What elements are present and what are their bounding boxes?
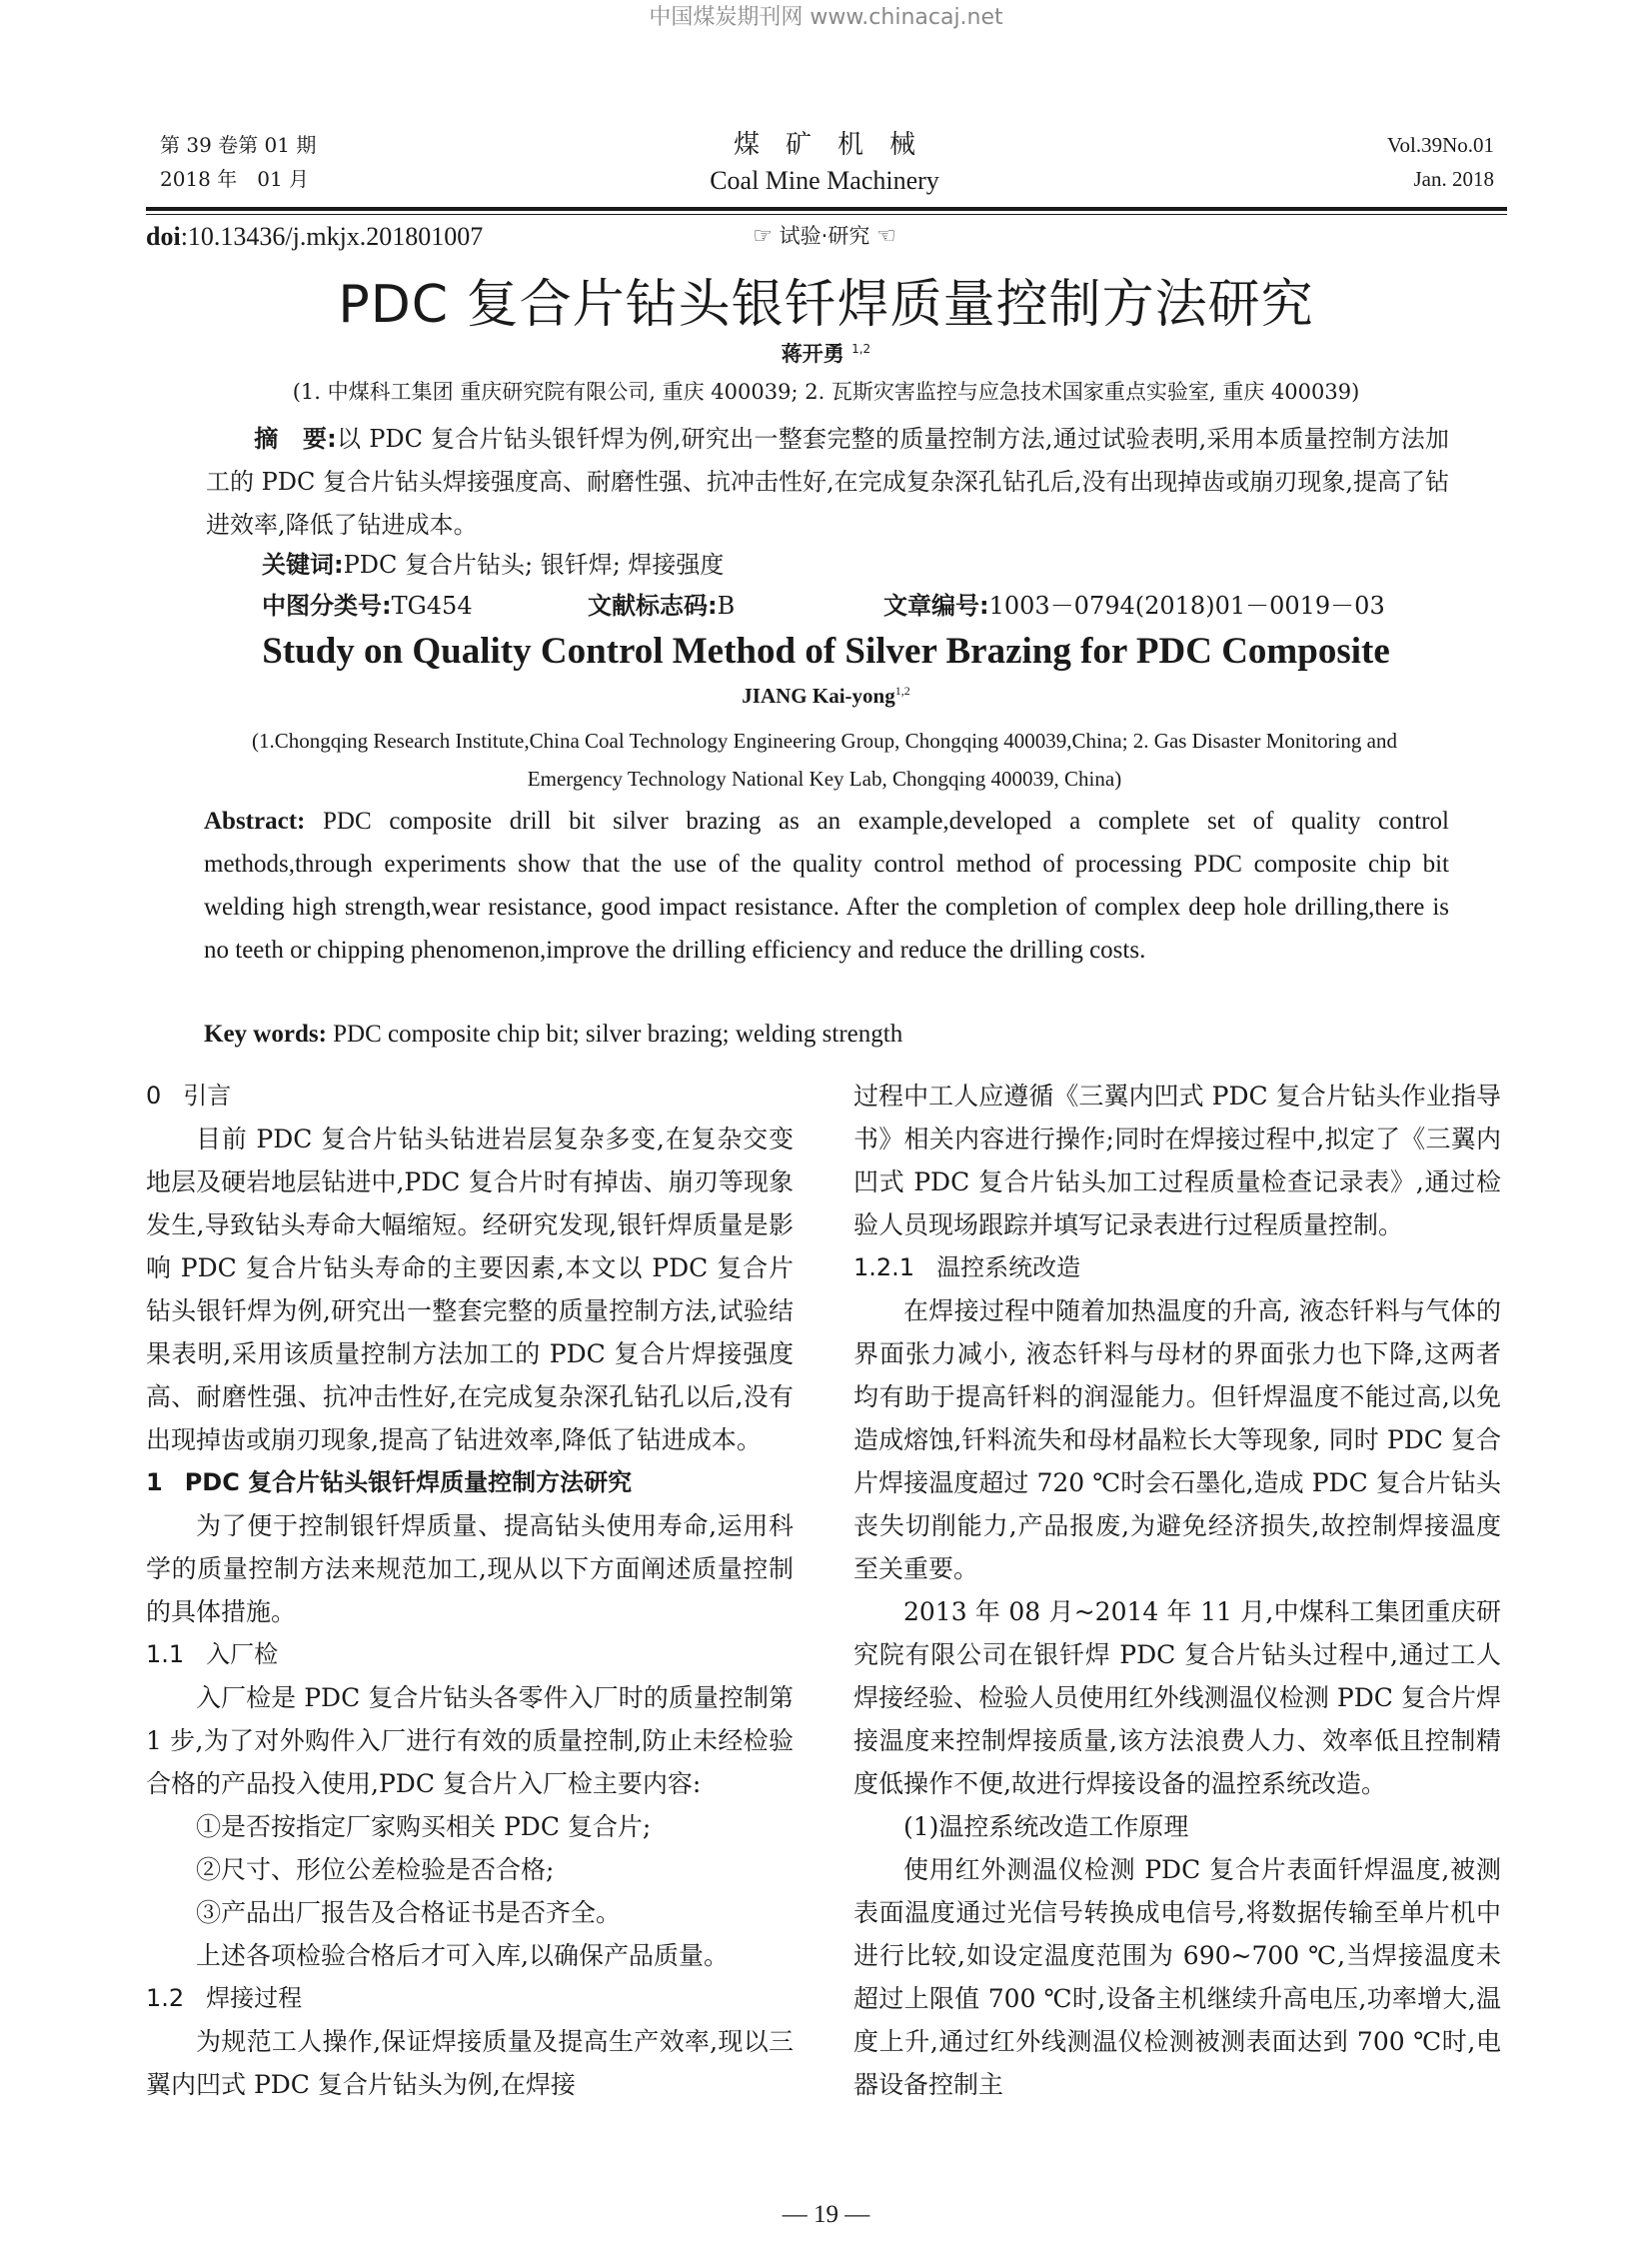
paragraph: 2013 年 08 月~2014 年 11 月,中煤科工集团重庆研究院有限公司在银钎焊 PDC 复合片钻头过程中,通过工人焊接经验、检验人员使用红外线测温仪检测 PDC 复合片焊接温度来控制焊接质量,该方法浪费人力、效率低且控制精度低操作不便,故进行焊接设备的温控系统改造。	[853, 1597, 1501, 1798]
volume-cn: 第 39 卷第 01 期	[160, 133, 317, 157]
classification	[262, 586, 1461, 626]
header-left	[160, 128, 316, 196]
author-cn-sup: 1,2	[851, 342, 871, 356]
paragraph: 使用红外测温仪检测 PDC 复合片表面钎焊温度,被测表面温度通过光信号转换成电信号,将数据传输至单片机中进行比较,如设定温度范围为 690~700 ℃,当焊接温度未超过上限值 700 ℃时,设备主机继续升高电压,功率增大,温度上升,通过红外线测温仪检测被测表面达到 700 ℃时,电器设备控制主	[853, 1855, 1501, 2099]
section-tag	[700, 220, 949, 250]
paragraph: 上述各项检验合格后才可入库,以确保产品质量。	[196, 1941, 729, 1970]
doi[interactable]	[146, 222, 483, 252]
doc-code-label: 文献标志码:	[588, 592, 718, 620]
abstract-cn-text: 以 PDC 复合片钻头银钎焊为例,研究出一整套完整的质量控制方法,通过试验表明,采用本质量控制方法加工的 PDC 复合片钻头焊接强度高、耐磨性强、抗冲击性好,在完成复杂深孔钻孔后,没有出现掉齿或崩刃现象,提高了钻进效率,降低了钻进成本。	[206, 425, 1449, 539]
page-number: — 19 —	[782, 2201, 870, 2228]
keywords-cn-label: 关键词:	[262, 551, 344, 579]
paragraph: 入厂检是 PDC 复合片钻头各零件入厂时的质量控制第 1 步,为了对外购件入厂进行有效的质量控制,防止未经检验合格的产品投入使用,PDC 复合片入厂检主要内容:	[146, 1683, 794, 1798]
section-heading-1-2-1	[853, 1246, 1501, 1289]
author-en-sup: 1,2	[894, 684, 910, 698]
header-rule-thick	[146, 207, 1507, 211]
abstract-cn-label: 摘 要:	[254, 425, 337, 453]
section-heading-1-1	[146, 1633, 794, 1676]
journal-name-en: Coal Mine Machinery	[710, 166, 939, 195]
volume-en: Vol.39No.01	[1387, 133, 1494, 157]
header-rule-thin	[146, 214, 1507, 215]
author-cn	[0, 338, 1652, 368]
date-cn: 2018 年 01 月	[160, 167, 310, 191]
doc-code-value: B	[717, 592, 736, 620]
paragraph: 过程中工人应遵循《三翼内凹式 PDC 复合片钻头作业指导书》相关内容进行操作;同时在焊接过程中,拟定了《三翼内凹式 PDC 复合片钻头加工过程质量检查记录表》,通过检验人员现场跟踪并填写记录表进行过程质量控制。	[853, 1082, 1501, 1239]
section-0-number: 0	[146, 1082, 162, 1110]
keywords-cn-text: PDC 复合片钻头; 银钎焊; 焊接强度	[343, 551, 725, 579]
section-1-2-number: 1.2	[146, 1984, 185, 2012]
title-en: Study on Quality Control Method of Silver Brazing for PDC Composite	[262, 631, 1390, 672]
affiliation-cn: (1. 中煤科工集团 重庆研究院有限公司, 重庆 400039; 2. 瓦斯灾害监控与应急技术国家重点实验室, 重庆 400039)	[292, 380, 1360, 404]
abstract-cn	[206, 418, 1449, 547]
list-item: ③产品出厂报告及合格证书是否齐全。	[196, 1898, 622, 1927]
keywords-en-label: Key words:	[204, 1021, 327, 1048]
section-1-title: PDC 复合片钻头银钎焊质量控制方法研究	[184, 1468, 633, 1496]
section-heading-1-2	[146, 1977, 794, 2020]
section-0-title: 引言	[183, 1082, 232, 1110]
body-column-left	[146, 1075, 794, 2106]
section-tag-label: 试验·研究	[779, 224, 870, 248]
doi-label: doi	[146, 222, 181, 251]
keywords-cn	[262, 545, 1461, 585]
abstract-en-label: Abstract:	[204, 808, 306, 835]
section-1-2-1-number: 1.2.1	[853, 1253, 915, 1281]
header-center	[560, 126, 1089, 198]
section-heading-1	[146, 1461, 794, 1504]
author-en-name: JIANG Kai-yong	[742, 684, 895, 708]
section-1-number: 1	[146, 1468, 163, 1496]
section-1-2-1-title: 温控系统改造	[936, 1253, 1081, 1281]
paragraph: 在焊接过程中随着加热温度的升高, 液态钎料与气体的界面张力减小, 液态钎料与母材的界面张力也下降,这两者均有助于提高钎料的润湿能力。但钎焊温度不能过高,以免造成熔蚀,钎料流失和母材晶粒长大等现象, 同时 PDC 复合片焊接温度超过 720 ℃时会石墨化,造成 PDC 复合片钻头丧失切削能力,产品报废,为避免经济损失,故控制焊接温度至关重要。	[853, 1296, 1501, 1583]
doi-value: :10.13436/j.mkjx.201801007	[180, 222, 484, 251]
list-item: ①是否按指定厂家购买相关 PDC 复合片;	[196, 1812, 652, 1841]
pointing-hand-left-icon: ☜	[876, 224, 896, 249]
header-right	[1387, 128, 1494, 196]
journal-name-cn: 煤矿机械	[733, 130, 941, 160]
section-1-1-title: 入厂检	[206, 1640, 279, 1668]
paragraph: 为规范工人操作,保证焊接质量及提高生产效率,现以三翼内凹式 PDC 复合片钻头为例,在焊接	[146, 2027, 794, 2099]
date-en: Jan. 2018	[1413, 167, 1494, 191]
abstract-en-text: PDC composite drill bit silver brazing as an example,developed a complete set of quality control methods,through experiments show that the use of the quality control method of processing PDC composite chip bit welding high strength,wear resistance, good impact resistance. After the completion of complex deep hole drilling,there is no teeth or chipping phenomenon,improve the drilling efficiency and reduce the drilling costs.	[204, 808, 1449, 964]
author-cn-name: 蒋开勇	[781, 342, 844, 366]
author-en	[0, 684, 1652, 709]
article-no-value: 1003－0794(2018)01－0019－03	[988, 592, 1385, 620]
pointing-hand-right-icon: ☞	[753, 224, 773, 249]
section-1-1-number: 1.1	[146, 1640, 185, 1668]
body-column-right	[853, 1075, 1501, 2106]
abstract-en	[204, 800, 1449, 972]
article-no-label: 文章编号:	[883, 592, 989, 620]
keywords-en	[204, 1013, 1449, 1056]
clc-label: 中图分类号:	[262, 592, 392, 620]
clc-value: TG454	[391, 592, 473, 620]
subheading: (1)温控系统改造工作原理	[903, 1812, 1189, 1841]
title-cn: PDC 复合片钻头银钎焊质量控制方法研究	[338, 275, 1314, 335]
section-heading-0	[146, 1075, 794, 1118]
watermark: 中国煤炭期刊网 www.chinacaj.net	[649, 5, 1003, 30]
section-1-2-title: 焊接过程	[206, 1984, 303, 2012]
affiliation-en: (1.Chongqing Research Institute,China Coal Technology Engineering Group, Chongqing 400039,China; 2. Gas Disaster Monitoring and Emergency Technology National Key Lab, Chongqing 400039, China)	[252, 729, 1397, 791]
list-item: ②尺寸、形位公差检验是否合格;	[196, 1855, 555, 1884]
paragraph: 目前 PDC 复合片钻头钻进岩层复杂多变,在复杂交变地层及硬岩地层钻进中,PDC 复合片时有掉齿、崩刃等现象发生,导致钻头寿命大幅缩短。经研究发现,银钎焊质量是影响 PDC 复合片钻头寿命的主要因素,本文以 PDC 复合片钻头银钎焊为例,研究出一整套完整的质量控制方法,试验结果表明,采用该质量控制方法加工的 PDC 复合片焊接强度高、耐磨性强、抗冲击性好,在完成复杂深孔钻孔以后,没有出现掉齿或崩刃现象,提高了钻进效率,降低了钻进成本。	[146, 1125, 794, 1454]
paragraph: 为了便于控制银钎焊质量、提高钻头使用寿命,运用科学的质量控制方法来规范加工,现从以下方面阐述质量控制的具体措施。	[146, 1511, 794, 1626]
keywords-en-text: PDC composite chip bit; silver brazing; welding strength	[333, 1021, 903, 1048]
